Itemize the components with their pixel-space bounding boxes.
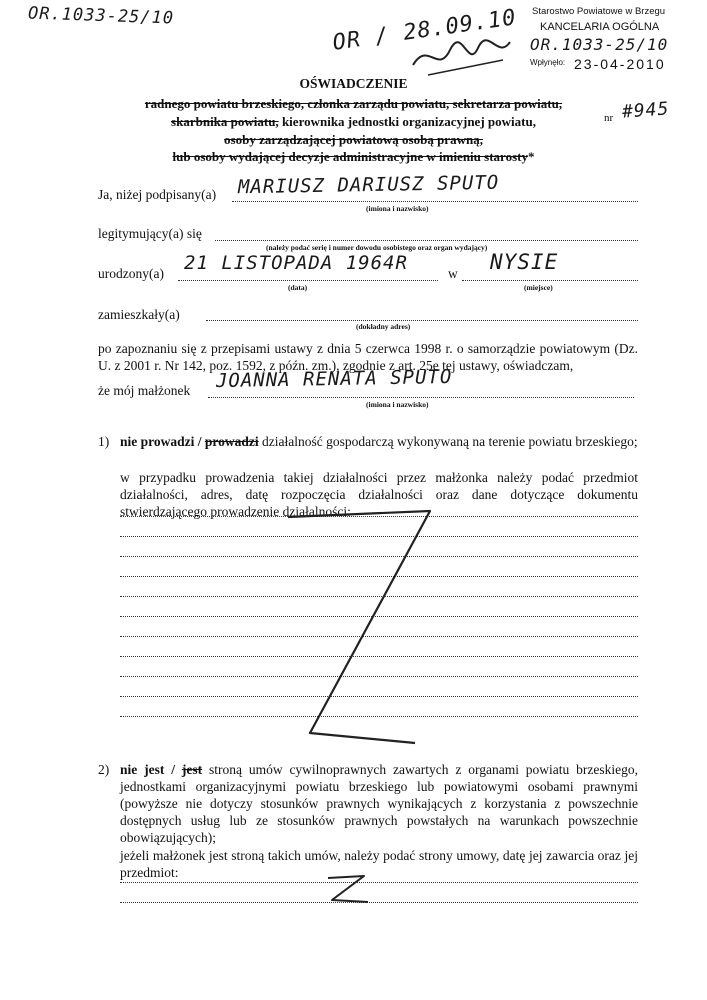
corner-reference-handwriting: OR.1033-25/10: [27, 3, 175, 29]
section1-statement: [120, 433, 638, 450]
spouse-caption: (imiona i nazwisko): [366, 400, 429, 409]
registry-stamp: [530, 6, 700, 76]
section2-bold: nie jest /: [120, 762, 175, 777]
spouse-dotted-line: [208, 397, 634, 398]
section2-line-2: [120, 902, 638, 903]
section2-statement: [120, 761, 638, 846]
born-date-caption: (data): [288, 283, 308, 292]
stamp-date: 23-04-2010: [574, 56, 666, 72]
id-dotted-line: [215, 240, 638, 241]
stamp-reference: OR.1033-25/10: [530, 35, 669, 54]
top-handwritten-note: OR / 28.09.10: [331, 5, 519, 56]
section1-rest: działalność gospodarczą wykonywaną na terenie powiatu brzeskiego;: [262, 434, 638, 449]
header-line2-rest: kierownika jednostki organizacyjnej powiatu,: [278, 114, 536, 129]
id-caption: (należy podać serię i numer dowodu osobistego oraz organ wydający): [266, 243, 488, 252]
name-handwritten: MARIUSZ DARIUSZ SPUTO: [237, 171, 500, 199]
section2-number: 2): [98, 762, 110, 777]
section1-z-strikeout: [280, 505, 440, 755]
id-label: legitymujący(a) się: [98, 226, 202, 241]
stamp-authority: Starostwo Powiatowe w Brzegu: [532, 6, 666, 17]
spouse-label: że mój małżonek: [98, 383, 191, 398]
name-label: Ja, niżej podpisany(a): [98, 187, 217, 202]
section2-struck: jest: [181, 762, 203, 777]
intro-paragraph: po zapoznaniu się z przepisami ustawy z dnia 5 czerwca 1998 r. o samorządzie powiatowym (Dz. U. z 2001 r. Nr 142, poz. 1592, z późn. zm.), zgodnie z art. 25e tej ustawy, oświadczam,: [98, 341, 638, 373]
name-caption: (imiona i nazwisko): [366, 204, 429, 213]
header-line-1: [0, 96, 707, 112]
section2-z-strikeout: [322, 872, 372, 908]
born-date-handwritten: 21 LISTOPADA 1964R: [184, 252, 408, 274]
document-title: OŚWIADCZENIE: [299, 76, 408, 91]
name-dotted-line: [232, 201, 638, 202]
section1-number: 1): [98, 434, 110, 449]
address-dotted-line: [206, 320, 638, 321]
header-struck-4: lub osoby wydającej decyzje administracyjne w imieniu starosty: [172, 149, 528, 164]
born-date-dotted-line: [178, 280, 438, 281]
section1-struck: prowadzi: [204, 434, 259, 449]
header-struck-2: skarbnika powiatu,: [171, 114, 279, 129]
header-struck-1: radnego powiatu brzeskiego, członka zarządu powiatu, sekretarza powiatu,: [144, 96, 563, 111]
header-line-3: [0, 132, 707, 148]
nr-label: nr: [604, 112, 614, 124]
section2-line-1: [120, 882, 638, 883]
born-place-dotted-line: [462, 280, 638, 281]
header-asterisk: *: [527, 149, 535, 164]
section2-rest: stroną umów cywilnoprawnych zawartych z organami powiatu brzeskiego, jednostkami organizacyjnymi powiatu brzeskiego lub powiatowymi osobami prawnymi (powyższe nie dotyczy stosunków prawnych wynikających z korzystania z powszechnie dostępnych usług lub ze stosunków prawnych powstałych na warunkach powszechnie obowiązujących);: [120, 762, 639, 845]
address-caption: (dokładny adres): [356, 322, 411, 331]
section1-bold: nie prowadzi /: [120, 434, 202, 449]
address-label: zamieszkały(a): [98, 307, 180, 322]
stamp-date-label: Wpłynęło:: [530, 58, 566, 67]
born-label: urodzony(a): [98, 266, 164, 281]
born-place-caption: (miejsce): [524, 283, 553, 292]
spouse-handwritten: JOANNA RENATA SPUTO: [215, 365, 453, 393]
header-struck-3: osoby zarządzającej powiatową osobą prawną,: [224, 132, 483, 147]
section1-explanation: w przypadku prowadzenia takiej działalności przez małżonka należy podać przedmiot działalności, adres, datę rozpoczęcia działalności oraz dane dotyczące dokumentu stwierdzającego prowadzenie działalności:: [120, 470, 638, 519]
section2-explanation: jeżeli małżonek jest stroną takich umów, należy podać strony umowy, datę jej zawarcia oraz jej przedmiot:: [120, 848, 638, 880]
header-line-2: [0, 114, 707, 130]
born-in-label: w: [448, 266, 458, 281]
stamp-office: KANCELARIA OGÓLNA: [540, 21, 660, 33]
born-place-handwritten: NYSIE: [490, 250, 559, 274]
nr-value: #945: [621, 98, 671, 123]
header-line-4: [0, 149, 707, 165]
